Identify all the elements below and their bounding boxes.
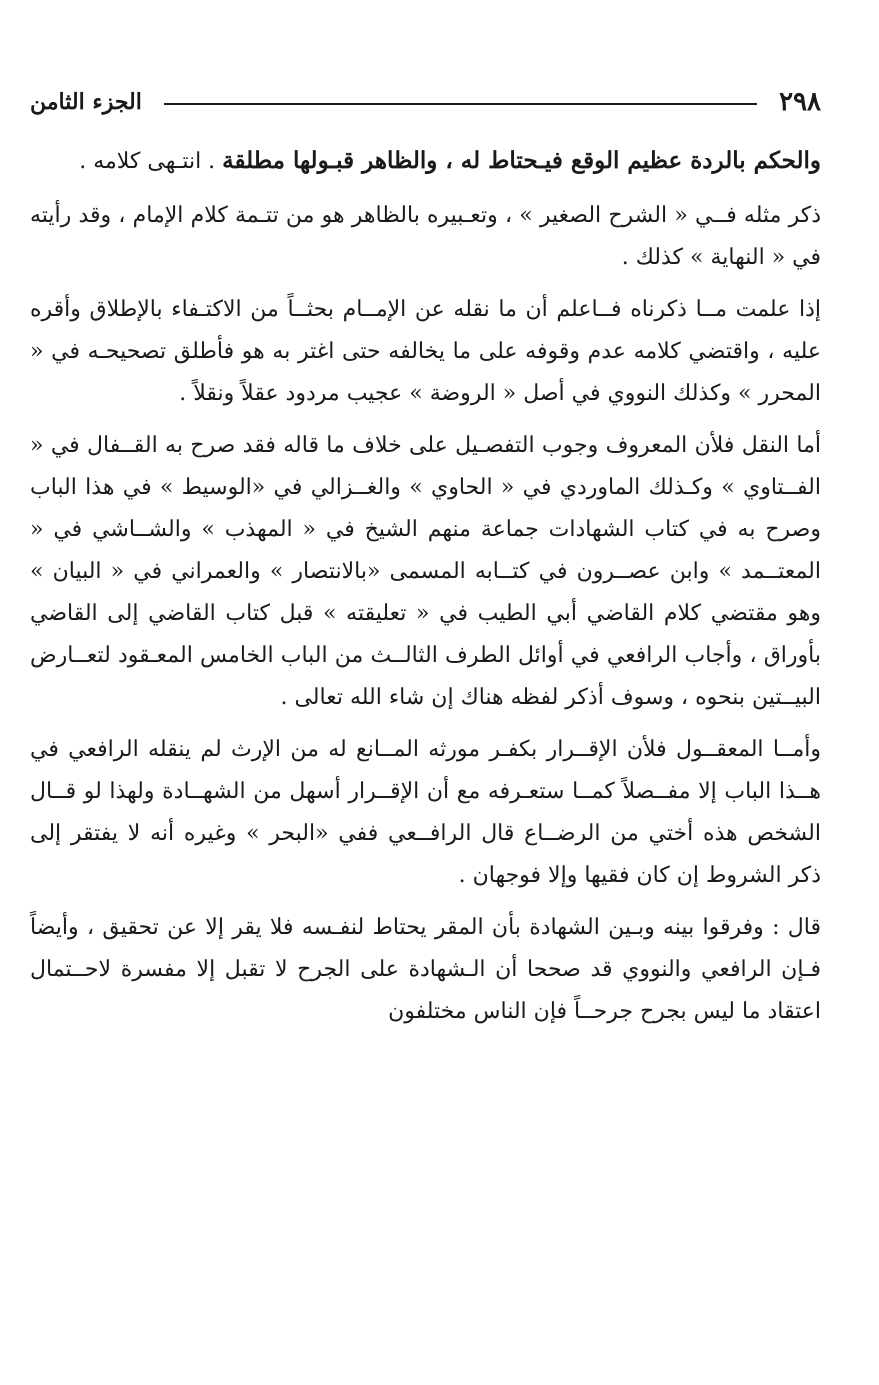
page-header — [30, 82, 821, 122]
paragraph-6: قال : وفرقوا بينه وبـين الشهادة بأن المقر يحتاط لنفـسه فلا يقر إلا عن تحقيق ، وأيضاً فـإن الرافعي والنووي قد صححا أن الـشهادة على الجرح لا تقبل إلا مفسرة لاحــتمال اعتقاد ما ليس بجرح جرحــاً فإن الناس مختلفون — [30, 915, 821, 1024]
page-body — [30, 140, 821, 1043]
paragraph-3: إذا علمت مــا ذكرناه فــاعلم أن ما نقله عن الإمــام بحثــاً من الاكتـفاء بالإطلاق وأقره عليه ، واقتضي كلامه عدم وقوفه على ما يخالفه حتى اغتر به هو فأطلق تصحيحـه في « المحرر » وكذلك النووي في أصل « الروضة » عجيب مردود عقلاً ونقلاً . — [30, 297, 821, 406]
paragraph-2: ذكر مثله فــي « الشرح الصغير » ، وتعـبيره بالظاهر هو من تتـمة كلام الإمام ، وقد رأيته في « النهاية » كذلك . — [30, 203, 821, 270]
paragraph-4: أما النقل فلأن المعروف وجوب التفصـيل على خلاف ما قاله فقد صرح به القــفال في « الفــتاوي » وكـذلك الماوردي في « الحاوي » والغــزالي في «الوسيط » في هذا الباب وصرح به في كتاب الشهادات جماعة منهم الشيخ في « المهذب » والشــاشي في « المعتــمد » وابن عصــرون في كتــابه المسمى «بالانتصار » والعمراني في « البيان » وهو مقتضي كلام القاضي أبي الطيب في « تعليقته » قبل كتاب القاضي إلى القاضي بأوراق ، وأجاب الرافعي في أوائل الطرف الثالــث من الباب الخامس المعـقود لتعــارض البيــتين بنحوه ، وسوف أذكر لفظه هناك إن شاء الله تعالى . — [30, 433, 821, 710]
quote-end: . انتـهى كلامه . — [79, 149, 223, 174]
paragraph-5: وأمــا المعقــول فلأن الإقــرار بكفـر مورثه المــانع له من الإرث لم ينقله الرافعي في هــذا الباب إلا مفــصلاً كمــا ستعـرفه مع أن الإقــرار أسهل من الشهــادة ولهذا لو قــال الشخص هذه أختي من الرضــاع قال الرافــعي ففي «البحر » وغيره أنه لا يفتقر إلى ذكر الشروط إن كان فقيها وإلا فوجهان . — [30, 737, 821, 888]
running-title: الجزء الثامن — [30, 89, 142, 115]
header-rule — [164, 103, 757, 105]
paragraph-1 — [30, 140, 821, 183]
bold-quote: والحكم بالردة عظيم الوقع فيـحتاط له ، والظاهر قبـولها مطلقة — [222, 147, 821, 174]
page-number: ٢٩٨ — [779, 87, 821, 117]
